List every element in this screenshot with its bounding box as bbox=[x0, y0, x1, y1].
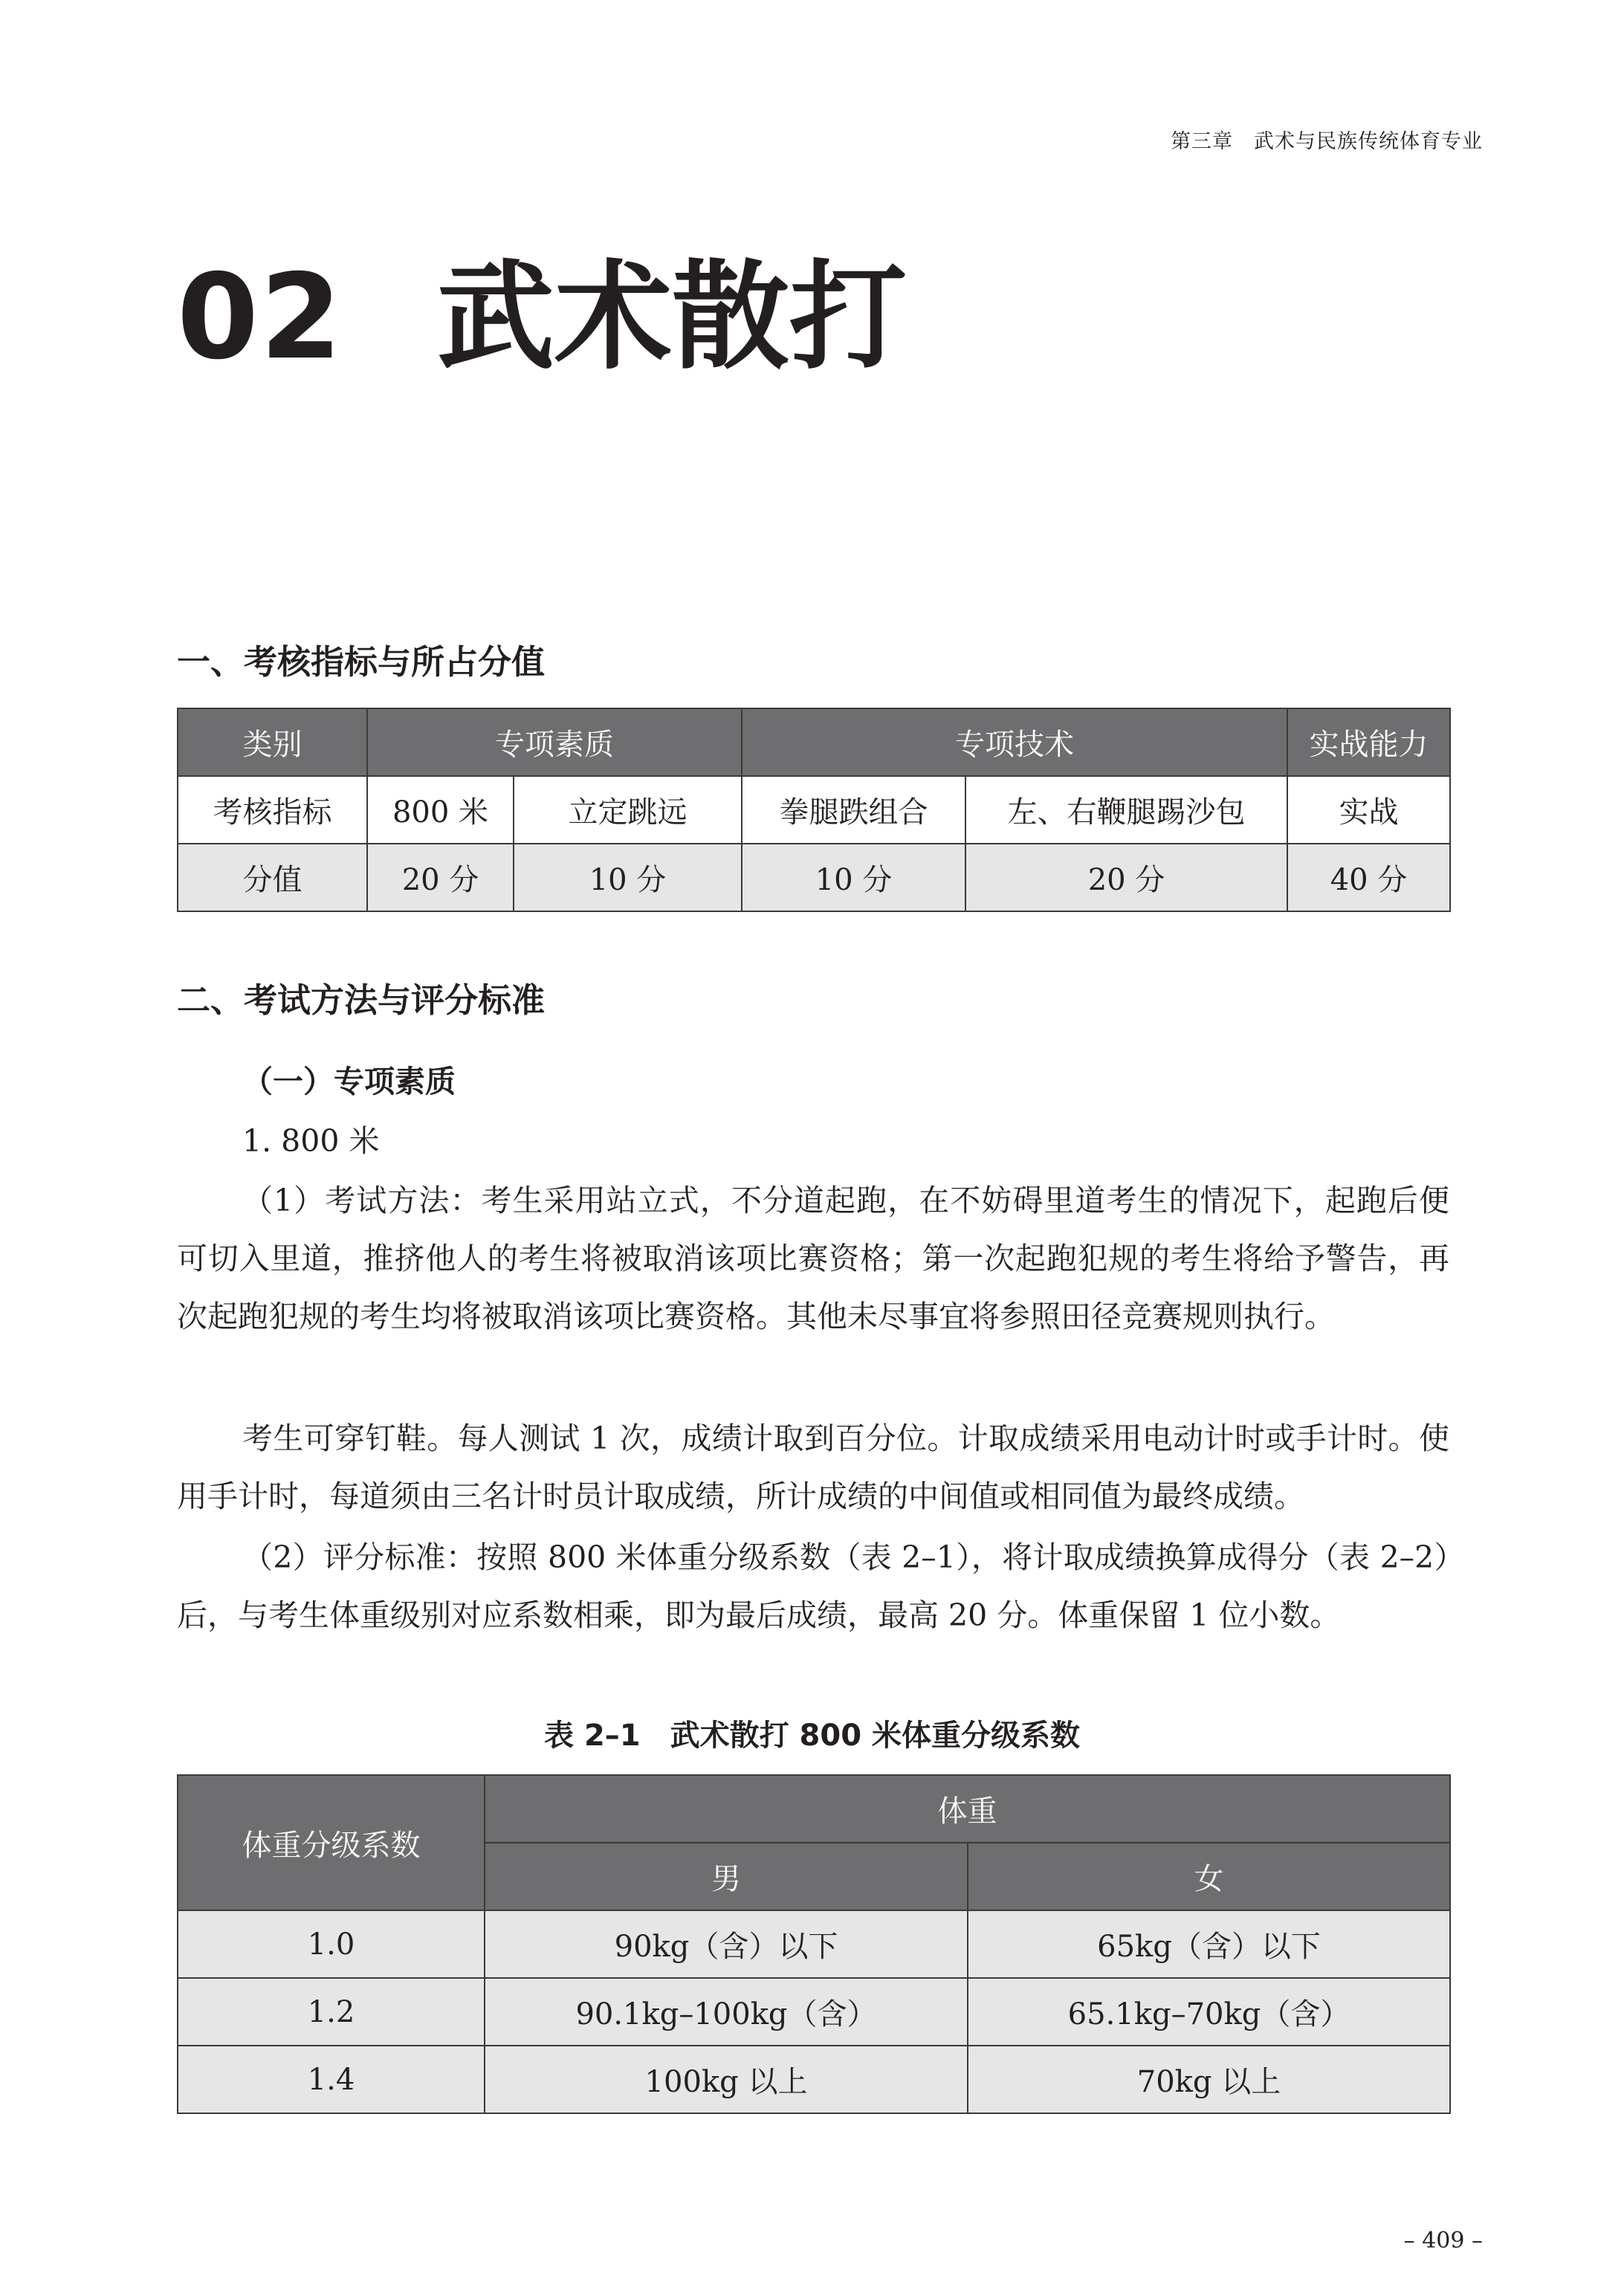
table-cell: 10 分 bbox=[742, 844, 965, 911]
running-header-title: 武术与民族传统体育专业 bbox=[1254, 130, 1483, 153]
assessment-table-header-row bbox=[178, 708, 1450, 776]
weight-coefficient-table bbox=[177, 1774, 1451, 2114]
table-cell: 1.4 bbox=[178, 2046, 485, 2113]
table-row bbox=[178, 844, 1450, 911]
table-cell: 65kg（含）以下 bbox=[968, 1910, 1450, 1978]
table-row bbox=[178, 2046, 1450, 2113]
table-cell: 65.1kg–70kg（含） bbox=[968, 1978, 1450, 2046]
paragraph-timing: 考生可穿钉鞋。每人测试 1 次，成绩计取到百分位。计取成绩采用电动计时或手计时。使用手计时，每道须由三名计时员计取成绩，所计成绩的中间值或相同值为最终成绩。 bbox=[177, 1420, 1449, 1514]
table-cell: 拳腿跌组合 bbox=[742, 776, 965, 844]
table-cell: 实战 bbox=[1287, 776, 1450, 844]
table-cell: 专项技术 bbox=[742, 708, 1287, 776]
subsection-heading: （一）专项素质 bbox=[242, 1064, 456, 1099]
section-heading-2: 二、考试方法与评分标准 bbox=[177, 980, 546, 1020]
table-cell: 70kg 以上 bbox=[968, 2046, 1450, 2113]
paragraph-scoring: （2）评分标准：按照 800 米体重分级系数（表 2–1），将计取成绩换算成得分（表 2–2）后，与考生体重级别对应系数相乘，即为最后成绩，最高 20 分。体重保留 1 位小数。 bbox=[177, 1539, 1449, 1633]
table-cell: 立定跳远 bbox=[514, 776, 742, 844]
running-header-chapter: 第三章 bbox=[1171, 130, 1233, 153]
table-cell: 90.1kg–100kg（含） bbox=[485, 1978, 968, 2046]
table-cell: 体重分级系数 bbox=[178, 1775, 485, 1910]
table-cell: 20 分 bbox=[367, 844, 514, 911]
table-row bbox=[178, 776, 1450, 844]
section-heading-1: 一、考核指标与所占分值 bbox=[177, 642, 546, 682]
table-cell: 左、右鞭腿踢沙包 bbox=[965, 776, 1287, 844]
table-cell: 1.2 bbox=[178, 1978, 485, 2046]
table-row bbox=[178, 1978, 1450, 2046]
table-cell: 20 分 bbox=[965, 844, 1287, 911]
running-header bbox=[1171, 125, 1483, 154]
table-cell: 1.0 bbox=[178, 1910, 485, 1978]
table-cell: 800 米 bbox=[367, 776, 514, 844]
table-cell: 类别 bbox=[178, 708, 367, 776]
table-cell: 专项素质 bbox=[367, 708, 742, 776]
table-cell: 10 分 bbox=[514, 844, 742, 911]
assessment-table bbox=[177, 708, 1451, 912]
item-heading: 1. 800 米 bbox=[242, 1123, 380, 1159]
chapter-title-number: 02 bbox=[177, 249, 343, 386]
table-cell: 40 分 bbox=[1287, 844, 1450, 911]
table-cell: 90kg（含）以下 bbox=[485, 1910, 968, 1978]
paragraph-exam-method: （1）考试方法：考生采用站立式，不分道起跑，在不妨碍里道考生的情况下，起跑后便可切入里道，推挤他人的考生将被取消该项比赛资格；第一次起跑犯规的考生将给予警告，再次起跑犯规的考生均将被取消该项比赛资格。其他未尽事宜将参照田径竞赛规则执行。 bbox=[177, 1183, 1449, 1334]
table-cell: 考核指标 bbox=[178, 776, 367, 844]
chapter-title-text: 武术散打 bbox=[437, 249, 907, 386]
table-cell: 体重 bbox=[485, 1775, 1450, 1843]
page-number: – 409 – bbox=[1403, 2228, 1483, 2254]
table-cell: 女 bbox=[968, 1843, 1450, 1910]
table-cell: 100kg 以上 bbox=[485, 2046, 968, 2113]
table-caption: 表 2–1 武术散打 800 米体重分级系数 bbox=[544, 1719, 1080, 1753]
table-cell: 分值 bbox=[178, 844, 367, 911]
table-row bbox=[178, 1910, 1450, 1978]
chapter-title bbox=[177, 249, 907, 386]
table-cell: 实战能力 bbox=[1287, 708, 1450, 776]
table-cell: 男 bbox=[485, 1843, 968, 1910]
weight-table-header-row bbox=[178, 1775, 1450, 1843]
